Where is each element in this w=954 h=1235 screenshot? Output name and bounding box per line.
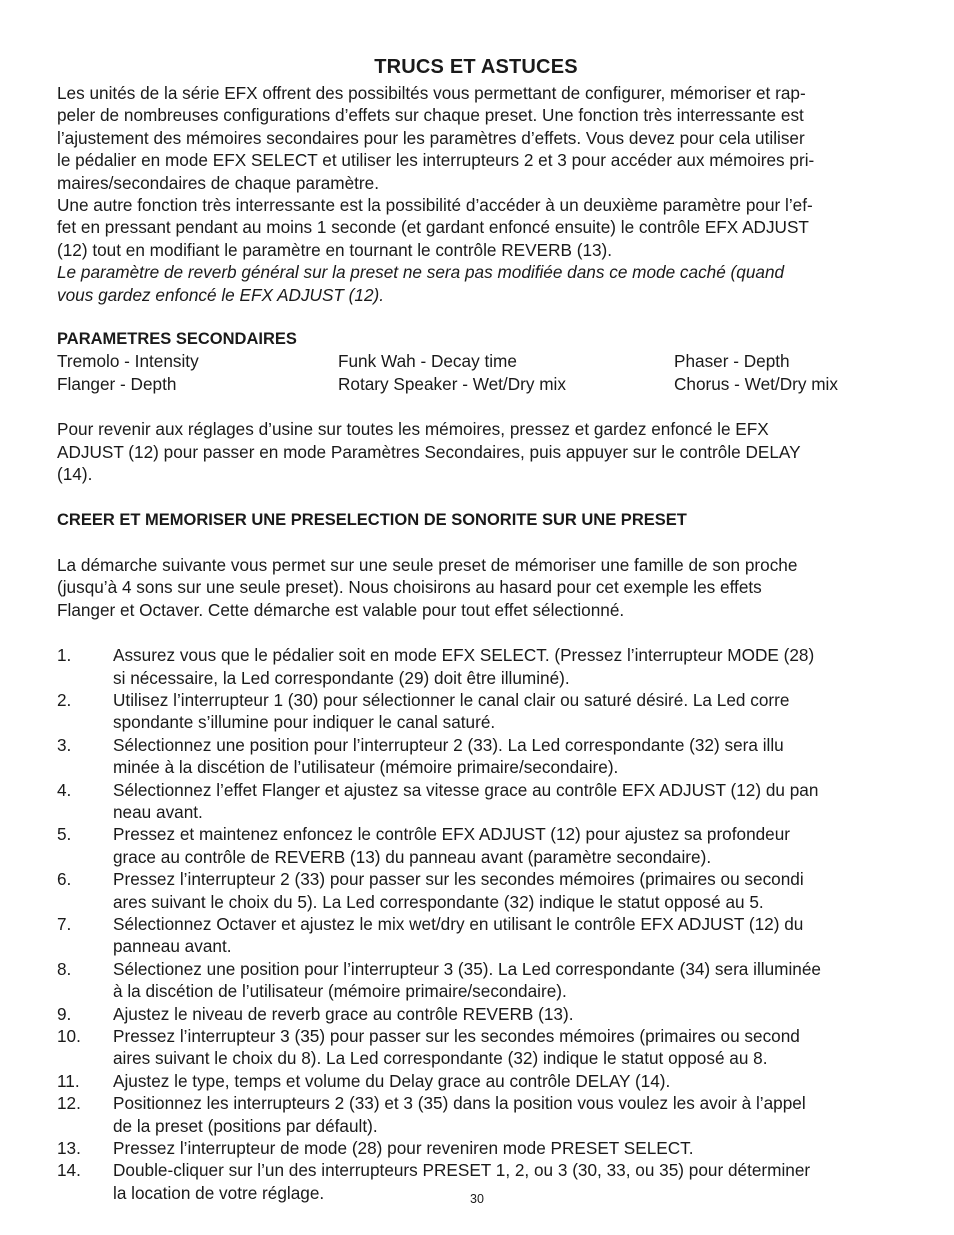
list-item (57, 779, 895, 824)
step-number: 3. (57, 734, 72, 755)
step-text: Pressez l’interrupteur de mode (28) pour reveniren mode PRESET SELECT. (113, 1138, 694, 1159)
document-page (57, 55, 895, 1204)
list-item (57, 1003, 895, 1025)
step-number: 14. (57, 1160, 81, 1181)
step-number: 7. (57, 914, 72, 934)
step-text: Pressez et maintenez enfoncez le contrôle EFX ADJUST (12) pour ajustez sa profondeur grace au contrôle de REVERB (13) du panneau avant (paramètre secondaire). (113, 824, 791, 867)
step-text: Sélectionnez l’effet Flanger et ajustez sa vitesse grace au contrôle EFX ADJUST (12) du pan neau avant. (113, 779, 819, 822)
step-text: Ajustez le type, temps et volume du Delay grace au contrôle DELAY (14). (113, 1070, 671, 1091)
list-item (57, 689, 895, 734)
step-number: 8. (57, 958, 72, 979)
list-item (57, 823, 895, 868)
param-item: Funk Wah - Decay time (338, 351, 517, 372)
list-item (57, 913, 895, 958)
page-title: TRUCS ET ASTUCES (374, 56, 578, 78)
step-number: 4. (57, 779, 72, 800)
list-item (57, 734, 895, 779)
step-text: Positionnez les interrupteurs 2 (33) et 3 (35) dans la position vous voulez les avoir à l’appel de la preset (positions par défault). (113, 1093, 806, 1136)
list-item (57, 1092, 895, 1137)
step-text: Utilisez l’interrupteur 1 (30) pour sélectionner le canal clair ou saturé désiré. La Led corre spondante s’illumine pour indiquer le canal saturé. (113, 689, 790, 733)
step-text: Pressez l’interrupteur 2 (33) pour passer sur les secondes mémoires (primaires ou secondi ares suivant le choix du 5). La Led correspondante (32) indique le statut opposé au 5. (113, 869, 804, 912)
param-item: Phaser - Depth (674, 351, 790, 372)
secondary-params-table (57, 350, 895, 395)
step-number: 12. (57, 1093, 81, 1114)
step-number: 13. (57, 1138, 81, 1159)
param-item: Rotary Speaker - Wet/Dry mix (338, 373, 566, 394)
intro-paragraph-1: Les unités de la série EFX offrent des possibiltés vous permettant de configurer, mémoriser et rap- peler de nombreuses configurations d’effets sur chaque preset. Une fonction très interressante est l’ajustement des mémoires secondaires pour les paramètres d’effets. Vous devez pour cela utiliser le pédalier en mode EFX SELECT et utiliser les interrupteurs 2 et 3 pour accéder aux mémoires pri- maires/secondaires de chaque paramètre. (57, 83, 815, 193)
step-number: 2. (57, 689, 72, 710)
create-intro-paragraph: La démarche suivante vous permet sur une seule preset de mémoriser une famille de son proche (jusqu’à 4 sons sur une seule preset). Nous choisirons au hasard pour cet exemple les effets Flanger et Octaver. Cette démarche est valable pour tout effet sélectionné. (57, 554, 798, 620)
intro-paragraph-italic: Le paramètre de reverb général sur la preset ne sera pas modifiée dans ce mode caché (quand vous gardez enfoncé le EFX ADJUST (12). (57, 262, 785, 305)
secondary-params-heading: PARAMETRES SECONDAIRES (57, 330, 297, 349)
list-item (57, 1025, 895, 1070)
step-text: Sélectionnez Octaver et ajustez le mix wet/dry en utilisant le contrôle EFX ADJUST (12) du panneau avant. (113, 914, 804, 957)
step-text: Sélectionnez une position pour l’interrupteur 2 (33). La Led correspondante (32) sera illu minée à la discétion de l’utilisateur (mémoire primaire/secondaire). (113, 734, 784, 778)
page-number: 30 (470, 1192, 484, 1206)
param-item: Flanger - Depth (57, 373, 177, 394)
params-column-2 (338, 350, 674, 395)
step-text: Assurez vous que le pédalier soit en mode EFX SELECT. (Pressez l’interrupteur MODE (28) si nécessaire, la Led correspondante (29) doit être illuminé). (113, 645, 815, 688)
list-item (57, 1070, 895, 1092)
param-item: Tremolo - Intensity (57, 351, 199, 372)
factory-reset-paragraph: Pour revenir aux réglages d’usine sur toutes les mémoires, pressez et gardez enfoncé le EFX ADJUST (12) pour passer en mode Paramètres Secondaires, puis appuyer sur le contrôle DELAY (14). (57, 419, 801, 485)
intro-paragraph-2: Une autre fonction très interressante est la possibilité d’accéder à un deuxième paramètre pour l’ef- fet en pressant pendant au moins 1 seconde (et gardant enfoncé ensuite) le contrôle EFX ADJUST (12) tout en modifiant le paramètre en tournant le contrôle REVERB (13). (57, 195, 813, 260)
list-item (57, 958, 895, 1003)
step-number: 1. (57, 645, 72, 666)
steps-list (57, 644, 895, 1204)
param-item: Chorus - Wet/Dry mix (674, 373, 838, 394)
step-number: 10. (57, 1026, 81, 1047)
step-number: 6. (57, 869, 72, 890)
list-item (57, 644, 895, 689)
create-preset-heading: CREER ET MEMORISER UNE PRESELECTION DE SONORITE SUR UNE PRESET (57, 510, 687, 529)
step-number: 11. (57, 1070, 80, 1091)
params-column-1 (57, 350, 338, 395)
step-number: 9. (57, 1003, 72, 1024)
step-text: Sélectionez une position pour l’interrupteur 3 (35). La Led correspondante (34) sera illuminée à la discétion de l’utilisateur (mémoire primaire/secondaire). (113, 958, 821, 1002)
list-item (57, 868, 895, 913)
step-number: 5. (57, 824, 72, 845)
step-text: Pressez l’interrupteur 3 (35) pour passer sur les secondes mémoires (primaires ou second aires suivant le choix du 8). La Led correspondante (32) indique le statut opposé au 8. (113, 1026, 800, 1069)
params-column-3 (674, 350, 895, 395)
step-text: Double-cliquer sur l’un des interrupteurs PRESET 1, 2, ou 3 (30, 33, ou 35) pour déterminer la location de votre réglage. (113, 1160, 811, 1203)
list-item (57, 1137, 895, 1159)
step-text: Ajustez le niveau de reverb grace au contrôle REVERB (13). (113, 1003, 574, 1024)
